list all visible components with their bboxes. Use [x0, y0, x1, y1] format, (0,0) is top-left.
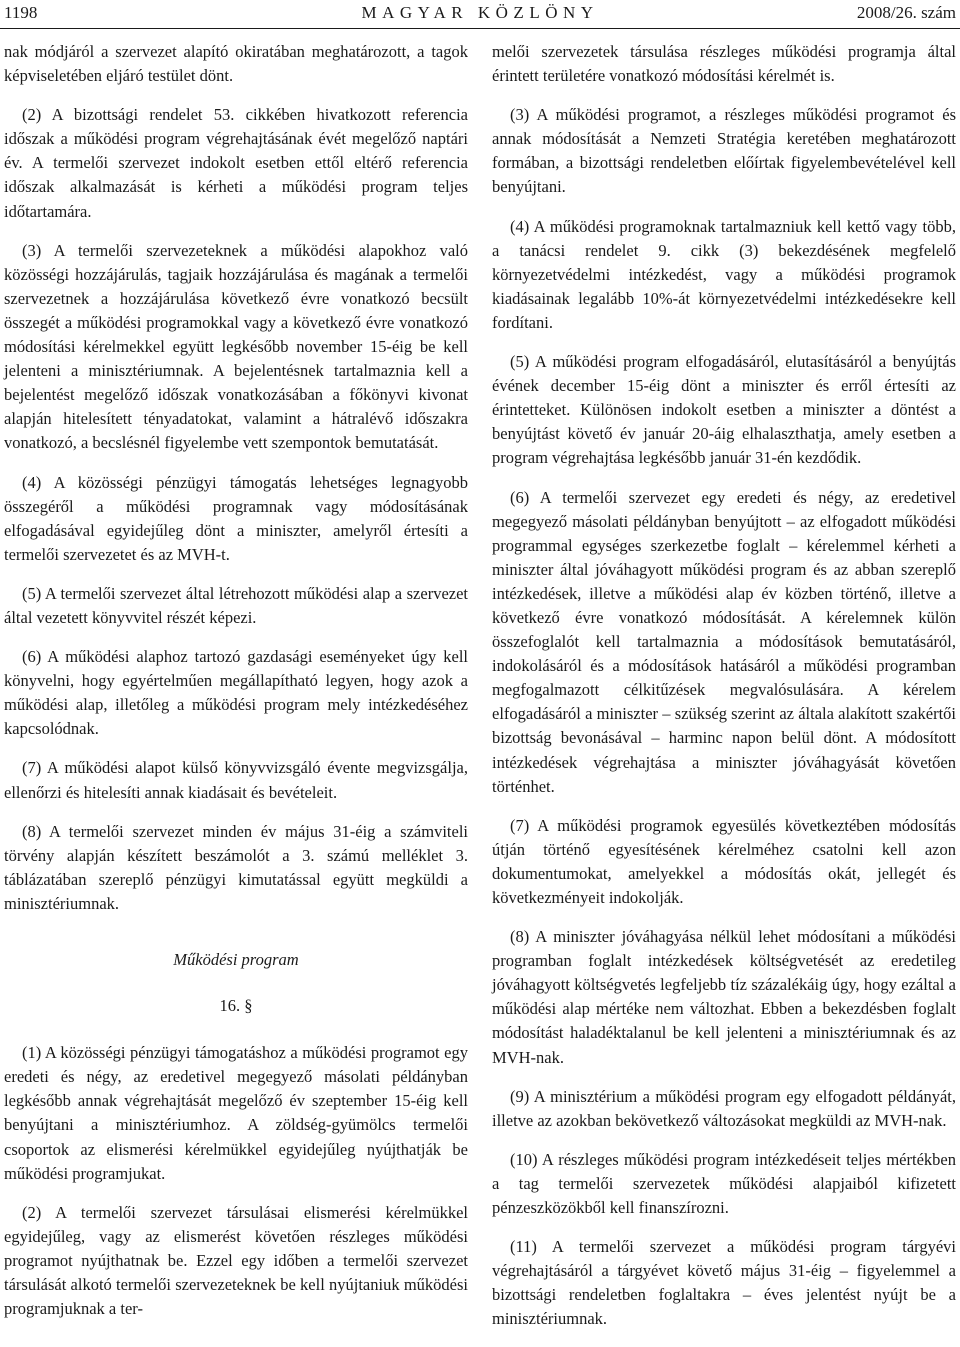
page-header — [0, 0, 960, 29]
paragraph: (2) A termelői szervezet társulásai elismerési kérelmükkel egyidejűleg, vagy az elismerést követően részleges működési programot nyújthatnak be. Ezzel egy időben a termelői szervezet társulását alkotó termelői szervezeteknek be kell nyújtaniuk működési programjuknak a ter- — [4, 1202, 468, 1319]
right-column — [492, 40, 956, 1347]
issue-number: 2008/26. szám — [856, 3, 956, 22]
paragraph: (7) A működési alapot külső könyvvizsgáló évente megvizsgálja, ellenőrzi és hitelesíti annak kiadásait és bevételeit. — [4, 758, 468, 802]
paragraph: (3) A működési programot, a részleges működési programot és annak módosítását a Nemzeti Stratégia keretében meghatározott formában, a bizottsági rendeletben előírtak figyelembevételével kell benyújtani. — [492, 105, 956, 197]
paragraph: (5) A működési program elfogadásáról, elutasításáról a benyújtás évének december 15-éig dönt a miniszter és erről értesíti az érintetteket. Különösen indokolt esetben a miniszter a döntést a benyújtást követő év január 20-áig elhalaszthatja, amely esetben a program végrehajtása legkésőbb január 31-én kezdődik. — [492, 352, 956, 468]
paragraph: (5) A termelői szervezet által létrehozott működési alap a szervezet által vezetett könyvvitel részét képezi. — [4, 583, 468, 627]
paragraph: (9) A minisztérium a működési program egy elfogadott példányát, illetve az azokban bekövetkező változásokat megküldi az MVH-nak. — [492, 1086, 956, 1130]
paragraph: (10) A részleges működési program intézkedéseit teljes mértékben a tag termelői szervezetek működési alapjaiból kifizetett pénzeszközökből kell finanszírozni. — [492, 1149, 956, 1218]
left-column — [4, 40, 468, 1336]
paragraph: (11) A termelői szervezet a működési program tárgyévi végrehajtásáról a tárgyévet követő május 31-éig – figyelemmel a bizottsági rendeletben foglaltakra – éves jelentést nyújt be a minisztériumnak. — [492, 1237, 956, 1329]
paragraph: (7) A működési programok egyesülés következtében módosítás útján történő egyesítésének kérelméhez csatolni kell azon dokumentumokat, amelyekkel a módosítás okát, jellegét és következményeit indokolják. — [492, 815, 956, 907]
publication-title: MAGYAR KÖZLÖNY — [361, 3, 599, 22]
page-number: 1198 — [4, 3, 38, 22]
paragraph: (6) A termelői szervezet egy eredeti és négy, az eredetivel megegyező másolati példányban benyújtott – az elfogadott működési programmal egységes szerkezetbe foglalt – kérelemmel kérheti a miniszter által jóváhagyott működési program és az abban szereplő intézkedések, illetve a működési alap év közben történő, illetve a következő évre vonatkozó módosítását. A kérelemnek külön összefoglalót kell tartalmaznia a módosítások bemutatásáról, indokolásáról és a módosítások hatásáról a működési programban megfogalmazott célkitűzések megvalósulására. A kérelem elfogadásáról a miniszter – szükség szerint az általa alakított szakértői bizottság bevonásával – harminc napon belül dönt. A módosított intézkedések végrehajtása a miniszter jóváhagyását követően történhet. — [492, 487, 956, 796]
paragraph: (4) A közösségi pénzügyi támogatás lehetséges legnagyobb összegéről a működési programnak vagy módosításának elfogadásával egyidejűleg dönt a miniszter, amelyről értesíti a termelői szervezetet és az MVH-t. — [4, 472, 468, 564]
paragraph: (2) A bizottsági rendelet 53. cikkében hivatkozott referencia időszak a működési program végrehajtásának évét megelőző naptári év. A termelői szervezet indokolt esetben ettől eltérő referencia időszak alkalmazását is kérheti a működési program teljes időtartamára. — [4, 105, 468, 221]
paragraph: (1) A közösségi pénzügyi támogatáshoz a működési programot egy eredeti és négy, az eredetivel megegyező másolati példányban legkésőbb annak végrehajtását megelőző év szeptember 15-éig kell benyújtani a minisztériumhoz. A zöldség-gyümölcs termelői csoportok az elismerési kérelmükkel egyidejűleg nyújthatják be működési programjukat. — [4, 1043, 468, 1183]
paragraph: (8) A miniszter jóváhagyása nélkül lehet módosítani a működési programban foglalt intézkedések költségvetését az eredetileg jóváhagyott költségvetés legfeljebb tíz százalékáig úgy, hogy ezáltal a működési alap mértéke nem változhat. Ebben a bekezdésben foglalt módosítást haladéktalanul be kell jelenteni a minisztériumnak és az MVH-nak. — [492, 927, 956, 1067]
paragraph: (6) A működési alaphoz tartozó gazdasági eseményeket úgy kell könyvelni, hogy egyértelműen megállapítható legyen, hogy azok a működési alap, illetőleg a működési program mely intézkedéséhez kapcsolódnak. — [4, 647, 468, 739]
section-number: 16. § — [219, 996, 253, 1016]
paragraph: melői szervezetek társulása részleges működési programja által érintett területére vonatkozó módosítási kérelmét is. — [492, 42, 956, 86]
paragraph: nak módjáról a szervezet alapító okiratában meghatározott, a tagok képviseletében eljáró testület dönt. — [4, 42, 468, 86]
paragraph: (8) A termelői szervezet minden év május 31-éig a számviteli törvény alapján készített beszámolót a 3. számú melléklet 3. táblázatában szereplő pénzügyi kimutatással együtt megküldi a minisztériumnak. — [4, 821, 468, 913]
paragraph: (3) A termelői szervezeteknek a működési alapokhoz való közösségi hozzájárulás, tagjaik hozzájárulása és magának a termelői szervezetnek a hozzájárulása következő évre vonatkozó becsült összegét a működési programokkal vagy a következő évre vonatkozó módosítási kérelmekkel együtt legkésőbb november 15-éig be kell jelenteni a minisztériumnak. A bejelentésnek tartalmaznia kell a bejelentést megelőző időszak vonatkozásában a főkönyvi kivonat alapján hitelesített tényadatokat, valamint a hátralévő időszakra vonatkozó, a becslésnél figyelembe vett szempontok bemutatását. — [4, 240, 468, 453]
section-heading: Működési program — [173, 950, 299, 969]
paragraph: (4) A működési programoknak tartalmazniuk kell kettő vagy több, a tanácsi rendelet 9. cikk (3) bekezdésének megfelelő környezetvédelmi intézkedést, vagy a működési programok kiadásainak legalább 10%-át környezetvédelmi intézkedésekre kell fordítani. — [492, 216, 956, 332]
